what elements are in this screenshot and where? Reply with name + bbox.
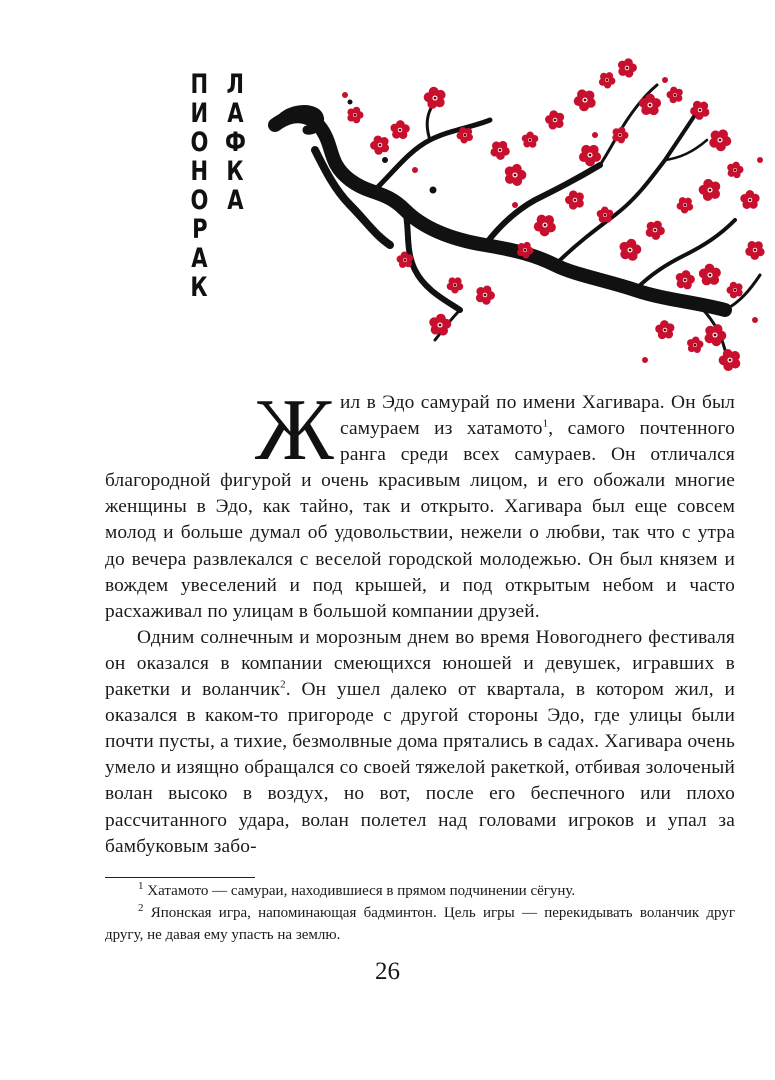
footnote-number: 2: [138, 902, 144, 914]
title-char: П: [190, 69, 209, 100]
blossom: [719, 349, 741, 371]
footnote-2: [105, 902, 735, 946]
blossom: [677, 197, 694, 213]
title-char: К: [190, 272, 209, 303]
drop-cap: Ж: [255, 382, 334, 479]
blossom: [612, 127, 628, 144]
blossom: [618, 58, 637, 77]
footnote-number: 1: [138, 880, 144, 892]
blossom: [447, 277, 464, 293]
title-char: Л: [226, 69, 245, 100]
blossom: [726, 282, 742, 299]
footnote-text: Японская игра, напоминающая бадминтон. Цель игры — перекидывать воланчик друг другу, не давая ему упасть на землю.: [105, 905, 735, 943]
title-char: О: [190, 185, 209, 216]
title-char: Р: [191, 214, 208, 245]
footnote-text: Хатамото — самураи, находившиеся в прямом подчинении сёгуну.: [143, 883, 576, 899]
blossom: [745, 241, 764, 260]
title-char: А: [227, 98, 244, 129]
title-char: О: [190, 127, 209, 158]
blossom: [574, 89, 596, 111]
blossom-bud: [642, 357, 648, 363]
title-char: К: [226, 156, 244, 187]
vertical-title-author: [222, 70, 249, 215]
title-char: А: [227, 185, 244, 216]
blossom: [699, 179, 721, 201]
footnote-ref-2[interactable]: 2: [280, 678, 286, 691]
blossom: [599, 72, 616, 88]
blossom-bud: [752, 317, 758, 323]
blossom: [522, 131, 539, 147]
blossom: [740, 190, 759, 209]
title-char: А: [191, 243, 208, 274]
blossom: [727, 162, 743, 179]
blossom: [429, 314, 451, 336]
blossom: [545, 110, 564, 129]
footnote-ref-1[interactable]: 1: [542, 417, 549, 430]
title-char: И: [190, 98, 209, 129]
blossom: [505, 164, 527, 186]
footnote-divider: [105, 877, 255, 878]
page-number: 26: [375, 958, 400, 985]
paragraph-1-text-rest: , самого почтенного ранга среди всех самураев. Он отличался благородной фигурой и очень красивым лицом, и его обожали многие женщины в Эдо, как тайно, так и открыто. Хагивара был еще совсем молод и больше думал об удовольствии, нежели о любви, так что с утра до вечера развлекался с веселой городской молодежью. Он был князем и вождем увеселений и под крышей, и под открытым небом и часто расхаживал по улицам в большой компании друзей.: [105, 418, 735, 622]
blossom-bud: [412, 167, 418, 173]
blossom-bud: [757, 157, 763, 163]
title-char: Н: [190, 156, 209, 187]
blossom: [390, 120, 409, 139]
blossom: [676, 270, 695, 289]
vertical-title-story: [188, 70, 211, 302]
blossom: [709, 129, 731, 151]
blossom: [655, 320, 674, 339]
paragraph-2: [105, 625, 735, 860]
blossom: [619, 239, 641, 261]
blossom: [490, 141, 509, 160]
footnote-1: [105, 880, 735, 902]
blossom-bud: [662, 77, 668, 83]
blossom: [687, 337, 703, 353]
blossom: [347, 107, 363, 124]
blossom: [534, 215, 556, 237]
blossom: [639, 94, 661, 116]
title-char: Ф: [224, 127, 246, 158]
paragraph-2-text: Одним солнечным и морозным днем во время Новогоднего фестиваля он оказался в компании смеющихся юношей и девушек, игравших в ракетки и воланчик: [105, 626, 735, 701]
blossom: [646, 221, 665, 240]
blossom-bud: [592, 132, 598, 138]
blossom: [597, 206, 614, 222]
blossom: [565, 190, 584, 209]
blossom-bud: [512, 202, 518, 208]
blossom: [476, 285, 495, 304]
blossom: [699, 264, 721, 286]
paragraph-1: [105, 382, 735, 625]
blossom-bud: [342, 92, 348, 98]
blossom: [370, 135, 389, 154]
blossom: [666, 87, 682, 104]
body-text: [105, 382, 735, 860]
paragraph-1-text: ил в Эдо самурай по имени Хагивара. Он был самураем из хатамото: [340, 392, 735, 440]
paragraph-2-text-rest: . Он ушел далеко от квартала, в котором жил, и оказался в каком-то пригороде с другой стороны Эдо, где улицы были почти пусты, а тихие, безмолвные дома прятались в садах. Хагивара очень умело и изящно обращался со своей тяжелой ракеткой, отбивая золоченый волан высоко в воздух, но вот, после его беспечного или плохо рассчитанного удара, волан полетел над головами игроков и упал за бамбуковым забо-: [105, 679, 735, 857]
plum-blossom-branch-illustration: [255, 40, 775, 385]
blossom: [424, 87, 446, 109]
footnotes: [105, 880, 735, 946]
